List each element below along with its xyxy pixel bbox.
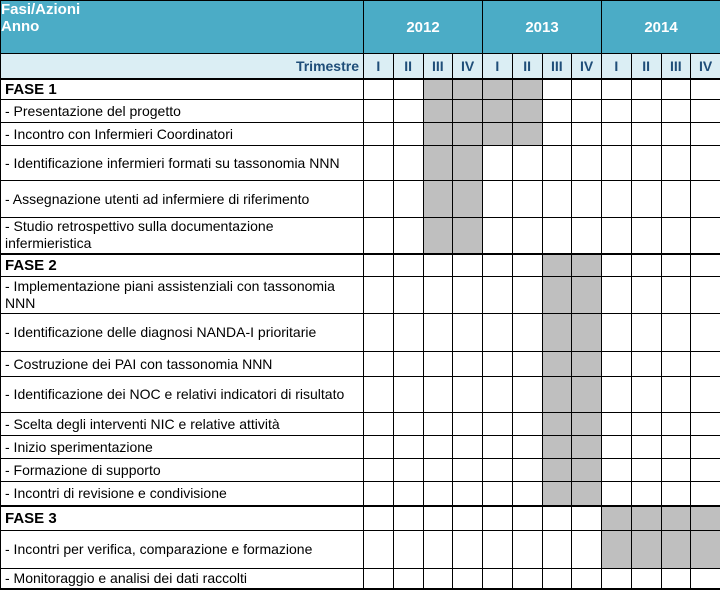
timeline-cell-active [542, 377, 572, 413]
timeline-cell [364, 277, 394, 314]
timeline-cell [631, 79, 661, 100]
timeline-cell [572, 146, 602, 181]
timeline-cell [453, 531, 483, 569]
timeline-cell [691, 314, 720, 352]
task-label: - Implementazione piani assistenziali con tassonomia NNN [1, 277, 364, 314]
timeline-cell [393, 314, 423, 352]
table-title-cell [1, 1, 364, 54]
timeline-cell [542, 569, 572, 589]
timeline-cell [453, 377, 483, 413]
timeline-cell [483, 314, 513, 352]
timeline-cell [691, 352, 720, 377]
timeline-cell [661, 218, 691, 254]
timeline-cell [423, 352, 453, 377]
timeline-cell-active [512, 100, 542, 123]
timeline-cell-active [572, 459, 602, 482]
timeline-cell [423, 377, 453, 413]
timeline-cell [453, 314, 483, 352]
timeline-cell [631, 100, 661, 123]
quarter-header: I [602, 54, 632, 79]
timeline-cell [661, 123, 691, 146]
timeline-cell-active [542, 413, 572, 436]
timeline-cell-active [483, 100, 513, 123]
timeline-cell [423, 482, 453, 506]
timeline-cell-active [631, 506, 661, 531]
quarter-header: I [483, 54, 513, 79]
phase-title-row [1, 79, 720, 100]
timeline-cell [661, 277, 691, 314]
timeline-cell [661, 146, 691, 181]
timeline-cell [602, 459, 632, 482]
timeline-cell [542, 100, 572, 123]
timeline-cell [542, 181, 572, 218]
timeline-cell-active [512, 79, 542, 100]
timeline-cell [483, 352, 513, 377]
timeline-cell [661, 569, 691, 589]
timeline-cell [453, 482, 483, 506]
timeline-cell [631, 277, 661, 314]
timeline-cell [393, 482, 423, 506]
timeline-cell [602, 146, 632, 181]
timeline-cell-active [572, 277, 602, 314]
task-label: - Identificazione delle diagnosi NANDA-I prioritarie [1, 314, 364, 352]
timeline-cell [602, 436, 632, 459]
timeline-cell [661, 377, 691, 413]
timeline-cell [602, 181, 632, 218]
timeline-cell [423, 314, 453, 352]
task-row [1, 314, 720, 352]
timeline-cell-active [542, 254, 572, 277]
task-label: - Scelta degli interventi NIC e relative attività [1, 413, 364, 436]
timeline-cell-active [542, 482, 572, 506]
timeline-cell [393, 413, 423, 436]
timeline-cell [423, 459, 453, 482]
timeline-cell-active [542, 436, 572, 459]
task-label: - Incontri di revisione e condivisione [1, 482, 364, 506]
task-row [1, 100, 720, 123]
timeline-cell [483, 482, 513, 506]
timeline-cell [572, 218, 602, 254]
timeline-cell [691, 181, 720, 218]
timeline-cell [393, 277, 423, 314]
timeline-cell [364, 314, 394, 352]
timeline-cell-active [423, 146, 453, 181]
timeline-cell [512, 569, 542, 589]
timeline-cell [572, 569, 602, 589]
timeline-cell [364, 413, 394, 436]
timeline-cell [542, 218, 572, 254]
header-row [1, 1, 720, 54]
trimestre-row [1, 54, 720, 79]
timeline-cell [631, 254, 661, 277]
year-2014-header: 2014 [602, 1, 720, 54]
phase-title-row [1, 254, 720, 277]
timeline-cell [453, 436, 483, 459]
timeline-cell-active [453, 100, 483, 123]
timeline-cell [572, 79, 602, 100]
timeline-cell [483, 146, 513, 181]
task-label: - Identificazione infermieri formati su tassonomia NNN [1, 146, 364, 181]
timeline-cell [691, 100, 720, 123]
timeline-cell [364, 531, 394, 569]
timeline-cell [393, 377, 423, 413]
timeline-cell [691, 146, 720, 181]
task-row [1, 181, 720, 218]
timeline-cell-active [512, 123, 542, 146]
quarter-header: III [661, 54, 691, 79]
timeline-cell [483, 506, 513, 531]
timeline-cell [661, 482, 691, 506]
timeline-cell [483, 413, 513, 436]
timeline-cell [512, 506, 542, 531]
timeline-cell [453, 352, 483, 377]
timeline-cell [512, 181, 542, 218]
timeline-cell-active [483, 79, 513, 100]
task-row [1, 436, 720, 459]
quarter-header: II [512, 54, 542, 79]
timeline-cell [661, 254, 691, 277]
timeline-cell-active [453, 123, 483, 146]
timeline-cell [631, 377, 661, 413]
timeline-cell [691, 569, 720, 589]
timeline-cell-active [661, 506, 691, 531]
timeline-cell [423, 254, 453, 277]
timeline-cell [631, 123, 661, 146]
phase-title-row [1, 506, 720, 531]
timeline-cell [572, 506, 602, 531]
timeline-cell [691, 277, 720, 314]
timeline-cell [512, 413, 542, 436]
task-row [1, 146, 720, 181]
timeline-cell [483, 377, 513, 413]
title-line-2: Anno [1, 18, 40, 35]
timeline-cell-active [423, 100, 453, 123]
timeline-cell [483, 254, 513, 277]
timeline-cell [512, 459, 542, 482]
task-row [1, 352, 720, 377]
timeline-cell [602, 569, 632, 589]
timeline-cell [661, 352, 691, 377]
timeline-cell [364, 352, 394, 377]
timeline-cell [393, 146, 423, 181]
timeline-cell [572, 181, 602, 218]
task-label: - Presentazione del progetto [1, 100, 364, 123]
timeline-cell [512, 218, 542, 254]
timeline-cell-active [453, 218, 483, 254]
phase-title: FASE 1 [1, 79, 364, 100]
task-label: - Incontri per verifica, comparazione e formazione [1, 531, 364, 569]
task-row [1, 277, 720, 314]
quarter-header: IV [453, 54, 483, 79]
timeline-cell [453, 277, 483, 314]
timeline-cell [483, 459, 513, 482]
timeline-cell-active [542, 277, 572, 314]
timeline-cell [483, 218, 513, 254]
timeline-cell [483, 181, 513, 218]
timeline-cell [512, 531, 542, 569]
timeline-cell [423, 569, 453, 589]
timeline-cell [393, 218, 423, 254]
timeline-cell [602, 352, 632, 377]
timeline-cell [691, 79, 720, 100]
timeline-cell-active [453, 146, 483, 181]
task-label: - Formazione di supporto [1, 459, 364, 482]
timeline-cell [691, 254, 720, 277]
timeline-cell [512, 377, 542, 413]
timeline-cell [631, 218, 661, 254]
timeline-cell [631, 413, 661, 436]
timeline-cell [512, 277, 542, 314]
timeline-cell [364, 146, 394, 181]
timeline-cell [631, 459, 661, 482]
timeline-cell [512, 254, 542, 277]
timeline-cell [453, 506, 483, 531]
timeline-cell [364, 459, 394, 482]
timeline-cell [393, 79, 423, 100]
quarter-header: I [364, 54, 394, 79]
timeline-cell [631, 436, 661, 459]
timeline-cell-active [691, 531, 720, 569]
timeline-cell [691, 377, 720, 413]
timeline-cell [572, 100, 602, 123]
timeline-cell [631, 314, 661, 352]
timeline-cell [691, 436, 720, 459]
timeline-cell [512, 436, 542, 459]
timeline-cell [602, 314, 632, 352]
timeline-cell [423, 531, 453, 569]
timeline-cell [393, 100, 423, 123]
timeline-cell [602, 254, 632, 277]
task-row [1, 218, 720, 254]
timeline-cell [602, 482, 632, 506]
timeline-cell [393, 123, 423, 146]
task-label: - Assegnazione utenti ad infermiere di riferimento [1, 181, 364, 218]
task-label: - Identificazione dei NOC e relativi indicatori di risultato [1, 377, 364, 413]
timeline-cell [661, 436, 691, 459]
timeline-cell-active [483, 123, 513, 146]
task-row [1, 569, 720, 589]
timeline-cell [393, 506, 423, 531]
timeline-cell [483, 531, 513, 569]
timeline-cell-active [423, 181, 453, 218]
timeline-cell [364, 218, 394, 254]
timeline-cell-active [423, 218, 453, 254]
timeline-cell-active [631, 531, 661, 569]
timeline-cell [393, 181, 423, 218]
timeline-cell [393, 254, 423, 277]
task-row [1, 482, 720, 506]
quarter-header: IV [691, 54, 720, 79]
timeline-cell [512, 146, 542, 181]
timeline-cell [423, 277, 453, 314]
timeline-cell [393, 569, 423, 589]
timeline-cell [691, 413, 720, 436]
year-2012-header: 2012 [364, 1, 483, 54]
timeline-cell-active [453, 181, 483, 218]
timeline-cell [542, 531, 572, 569]
timeline-cell [393, 459, 423, 482]
timeline-cell [661, 413, 691, 436]
timeline-cell-active [542, 352, 572, 377]
timeline-cell [423, 506, 453, 531]
timeline-cell [364, 123, 394, 146]
timeline-cell-active [602, 506, 632, 531]
timeline-cell [364, 254, 394, 277]
timeline-cell [602, 100, 632, 123]
timeline-cell [423, 413, 453, 436]
task-row [1, 377, 720, 413]
timeline-cell-active [542, 314, 572, 352]
timeline-cell [483, 277, 513, 314]
timeline-cell [602, 277, 632, 314]
title-line-1: Fasi/Azioni [1, 1, 81, 18]
timeline-cell [602, 123, 632, 146]
timeline-cell [572, 123, 602, 146]
timeline-cell [364, 181, 394, 218]
trimestre-label: Trimestre [1, 54, 364, 79]
timeline-cell [661, 79, 691, 100]
timeline-cell-active [542, 459, 572, 482]
timeline-cell [602, 218, 632, 254]
timeline-cell-active [572, 377, 602, 413]
timeline-cell [542, 146, 572, 181]
timeline-cell [661, 100, 691, 123]
timeline-cell [512, 314, 542, 352]
timeline-cell [572, 531, 602, 569]
task-row [1, 459, 720, 482]
timeline-cell [542, 123, 572, 146]
timeline-cell-active [661, 531, 691, 569]
timeline-cell-active [602, 531, 632, 569]
task-label: - Monitoraggio e analisi dei dati raccolti [1, 569, 364, 589]
timeline-cell [602, 79, 632, 100]
timeline-cell-active [423, 79, 453, 100]
task-row [1, 123, 720, 146]
timeline-cell [691, 218, 720, 254]
phase-title: FASE 2 [1, 254, 364, 277]
timeline-cell-active [572, 254, 602, 277]
timeline-cell [364, 377, 394, 413]
timeline-cell-active [691, 506, 720, 531]
task-label: - Inizio sperimentazione [1, 436, 364, 459]
timeline-cell-active [572, 436, 602, 459]
quarter-header: III [542, 54, 572, 79]
timeline-cell [661, 459, 691, 482]
timeline-cell [483, 569, 513, 589]
timeline-cell [631, 146, 661, 181]
timeline-cell [631, 181, 661, 218]
quarter-header: II [393, 54, 423, 79]
timeline-cell [512, 352, 542, 377]
timeline-cell [691, 123, 720, 146]
quarter-header: III [423, 54, 453, 79]
timeline-cell-active [572, 314, 602, 352]
timeline-cell [631, 352, 661, 377]
timeline-cell-active [453, 79, 483, 100]
timeline-cell [364, 79, 394, 100]
quarter-header: IV [572, 54, 602, 79]
task-label: - Incontro con Infermieri Coordinatori [1, 123, 364, 146]
timeline-cell [602, 413, 632, 436]
timeline-cell [393, 436, 423, 459]
timeline-cell [483, 436, 513, 459]
task-row [1, 413, 720, 436]
timeline-cell [542, 506, 572, 531]
task-label: - Studio retrospettivo sulla documentazione infermieristica [1, 218, 364, 254]
timeline-cell [364, 569, 394, 589]
timeline-cell [364, 436, 394, 459]
timeline-cell [393, 352, 423, 377]
timeline-cell [364, 506, 394, 531]
task-label: - Costruzione dei PAI con tassonomia NNN [1, 352, 364, 377]
timeline-cell [393, 531, 423, 569]
timeline-cell [364, 100, 394, 123]
timeline-cell-active [572, 352, 602, 377]
timeline-cell [423, 436, 453, 459]
phase-title: FASE 3 [1, 506, 364, 531]
timeline-cell-active [423, 123, 453, 146]
task-row [1, 531, 720, 569]
year-2013-header: 2013 [483, 1, 602, 54]
timeline-cell [691, 459, 720, 482]
timeline-cell [453, 413, 483, 436]
timeline-cell [691, 482, 720, 506]
timeline-cell [453, 569, 483, 589]
timeline-cell [453, 254, 483, 277]
timeline-cell [542, 79, 572, 100]
timeline-cell [631, 482, 661, 506]
timeline-cell [364, 482, 394, 506]
timeline-cell [512, 482, 542, 506]
timeline-cell [631, 569, 661, 589]
timeline-cell-active [572, 482, 602, 506]
timeline-cell-active [572, 413, 602, 436]
timeline-cell [602, 377, 632, 413]
timeline-cell [661, 181, 691, 218]
timeline-cell [661, 314, 691, 352]
timeline-cell [453, 459, 483, 482]
quarter-header: II [631, 54, 661, 79]
